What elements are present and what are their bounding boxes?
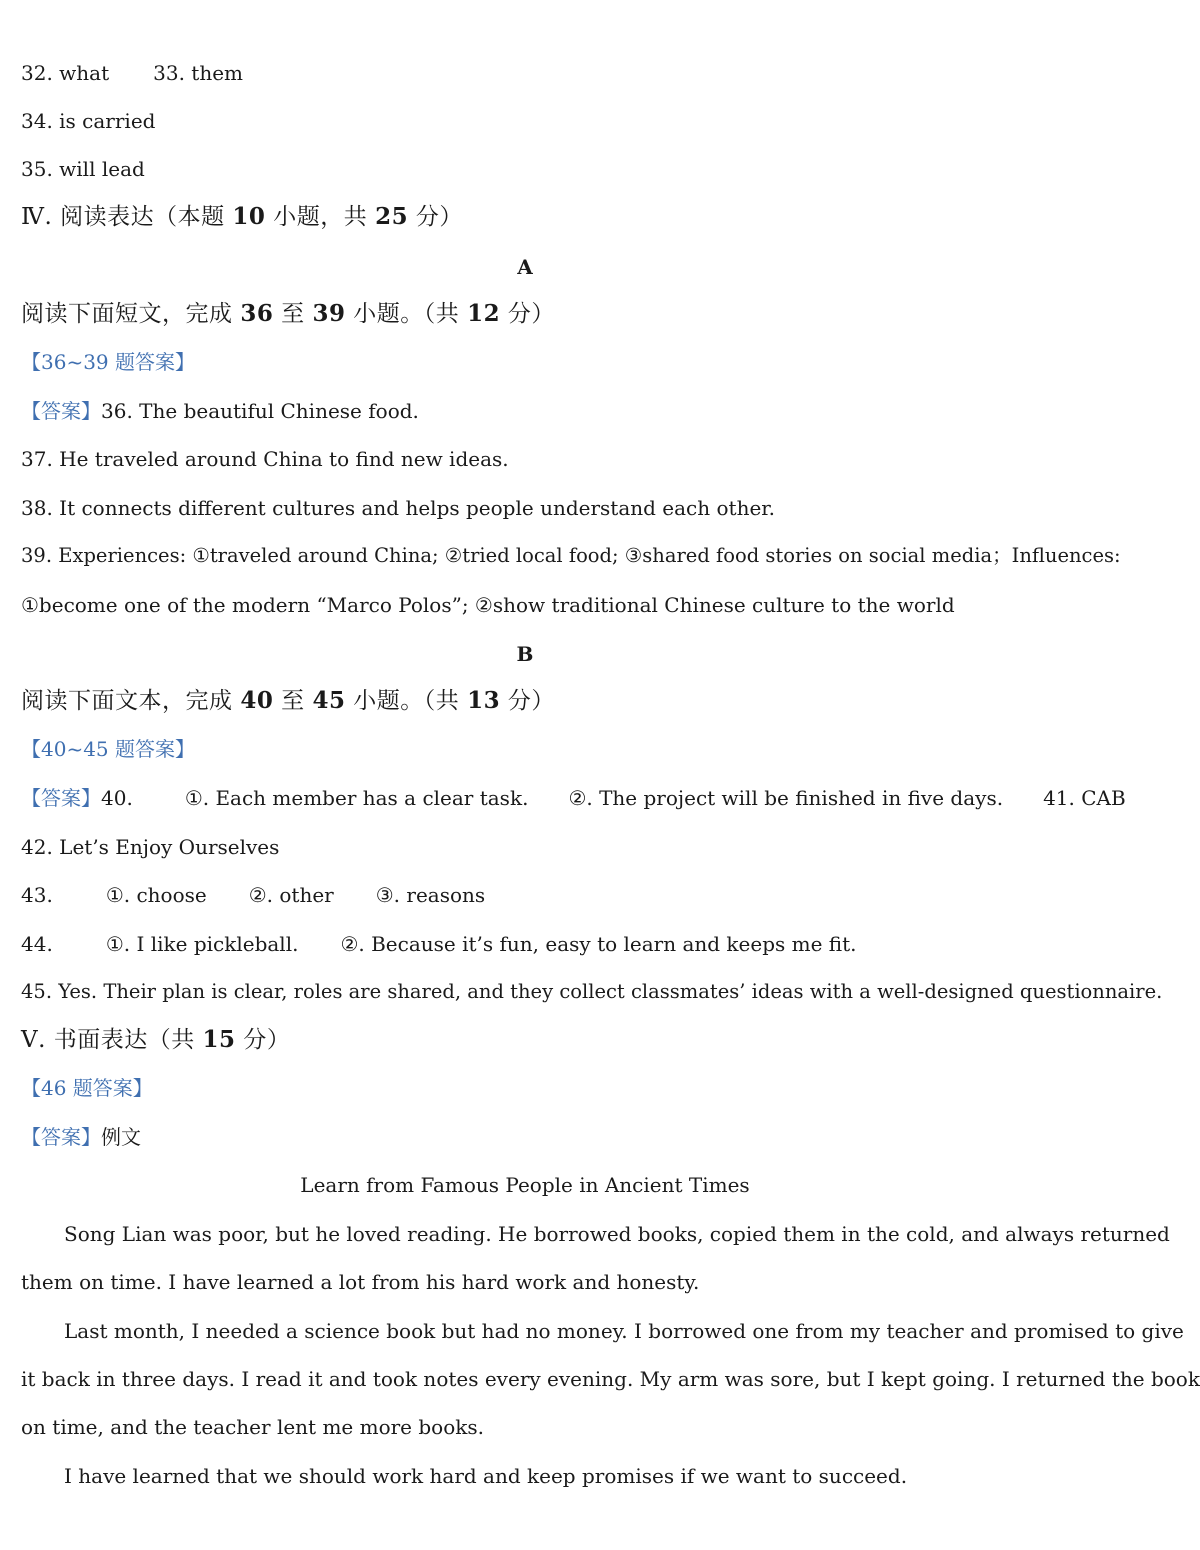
answer-42: 42. Let’s Enjoy Ourselves xyxy=(21,835,280,859)
essay-paragraph-1-line-1: Song Lian was poor, but he loved reading. He borrowed books, copied them in the cold, and always returned xyxy=(64,1222,1170,1246)
answer-33: 33. them xyxy=(153,61,244,85)
essay-paragraph-2-line-1: Last month, I needed a science book but had no money. I borrowed one from my teacher and promised to give xyxy=(64,1319,1184,1343)
essay-paragraph-3: I have learned that we should work hard and keep promises if we want to succeed. xyxy=(64,1464,908,1488)
part-b-label: B xyxy=(516,642,534,666)
answer-38: 38. It connects different cultures and helps people understand each other. xyxy=(21,496,776,520)
part-b-intro: 阅读下面文本，完成 40 至 45 小题。（共 13 分） xyxy=(21,687,555,714)
answer-46: 【答案】例文 xyxy=(21,1125,141,1149)
answer-tag-36-39: 【36~39 题答案】 xyxy=(21,350,196,374)
answer-43: 43. ①. choose ②. other ③. reasons xyxy=(21,883,486,907)
answer-44: 44. ①. I like pickleball. ②. Because it’s fun, easy to learn and keeps me fit. xyxy=(21,932,857,956)
essay-title: Learn from Famous People in Ancient Times xyxy=(300,1173,750,1197)
answer-tag-40-45: 【40~45 题答案】 xyxy=(21,737,196,761)
essay-paragraph-1-line-2: them on time. I have learned a lot from his hard work and honesty. xyxy=(21,1270,700,1294)
answer-36: 【答案】36. The beautiful Chinese food. xyxy=(21,399,419,423)
answer-40-41: 【答案】40. ①. Each member has a clear task. ②. The project will be finished in five days. 41. CAB xyxy=(21,786,1126,810)
part-a-label: A xyxy=(517,255,533,279)
answer-34: 34. is carried xyxy=(21,109,156,133)
essay-paragraph-2-line-3: on time, and the teacher lent me more books. xyxy=(21,1415,484,1439)
answer-45: 45. Yes. Their plan is clear, roles are shared, and they collect classmates’ ideas with a well-designed questionnaire. xyxy=(21,980,1163,1003)
answer-line-32-33 xyxy=(21,59,243,87)
answer-39-line-1: 39. Experiences: ①traveled around China; ②tried local food; ③shared food stories on social media；Influences: xyxy=(21,544,1121,567)
section-v-heading: Ⅴ. 书面表达（共 15 分） xyxy=(21,1026,291,1053)
answer-32: 32. what xyxy=(21,61,110,85)
answer-37: 37. He traveled around China to find new ideas. xyxy=(21,447,509,471)
answer-35: 35. will lead xyxy=(21,157,145,181)
section-iv-heading: Ⅳ. 阅读表达（本题 10 小题，共 25 分） xyxy=(21,203,463,230)
essay-paragraph-2-line-2: it back in three days. I read it and took notes every evening. My arm was sore, but I kept going. I returned the book xyxy=(21,1367,1200,1391)
part-a-intro: 阅读下面短文，完成 36 至 39 小题。（共 12 分） xyxy=(21,300,555,327)
answer-39-line-2: ①become one of the modern “Marco Polos”; ②show traditional Chinese culture to the world xyxy=(21,593,955,617)
answer-tag-46: 【46 题答案】 xyxy=(21,1076,153,1100)
